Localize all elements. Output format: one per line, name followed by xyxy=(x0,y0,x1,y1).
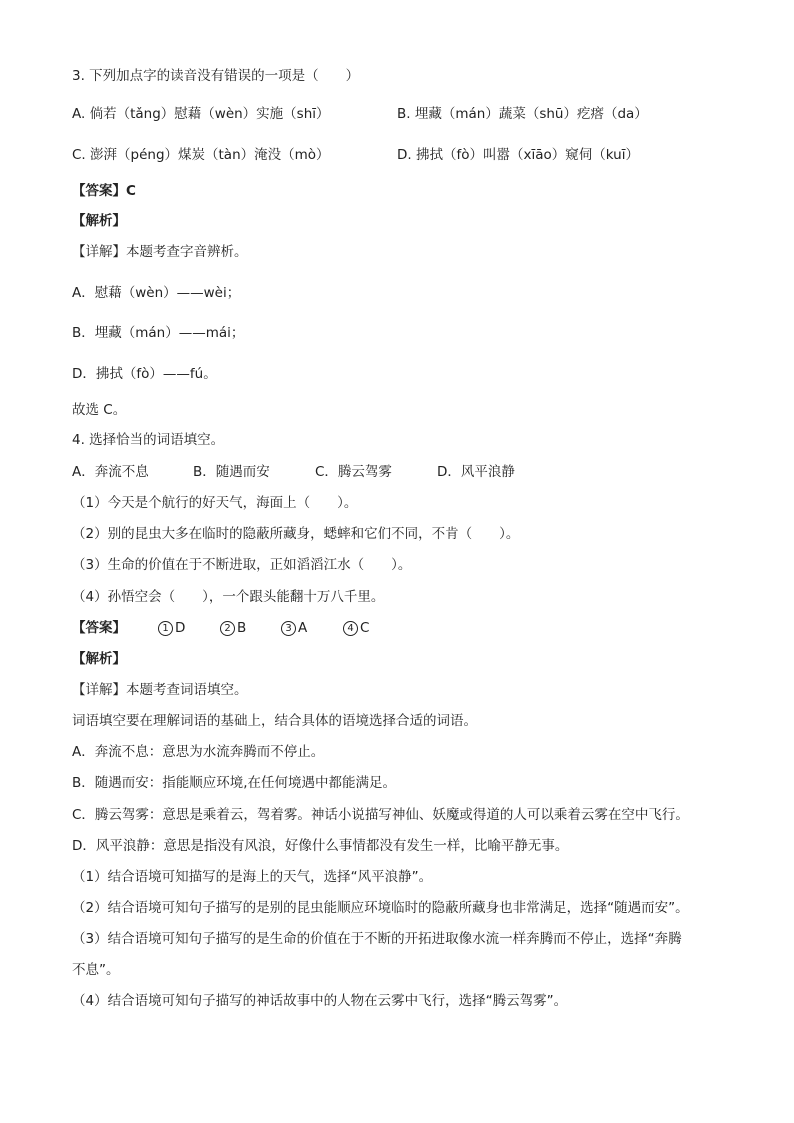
q4-stem: 4. 选择恰当的词语填空。 xyxy=(72,432,225,448)
q4-answer-4: 4 C xyxy=(343,618,369,638)
q4-sentence-4: （4）孙悟空会（ ），一个跟头能翻十万八千里。 xyxy=(72,589,385,605)
q4-reason-3-line2: 不息”。 xyxy=(72,962,120,978)
q4-intro: 词语填空要在理解词语的基础上，结合具体的语境选择合适的词语。 xyxy=(72,713,477,729)
q4-detail: 【详解】本题考查词语填空。 xyxy=(72,682,248,698)
q4-reason-1: （1）结合语境可知描写的是海上的天气，选择“风平浪静”。 xyxy=(72,869,433,885)
q4-analysis-tag: 【解析】 xyxy=(72,651,126,667)
q4-option-d: D．风平浪静 xyxy=(437,464,515,480)
q4-explain-b: B．随遇而安：指能顺应环境,在任何境遇中都能满足。 xyxy=(72,775,397,791)
q3-option-b: B. 埋藏（mán）蔬菜（shū）疙瘩（da） xyxy=(397,106,648,122)
q4-sentence-1: （1）今天是个航行的好天气，海面上（ ）。 xyxy=(72,495,358,511)
q3-option-c: C. 澎湃（péng）煤炭（tàn）淹没（mò） xyxy=(72,147,330,163)
q4-sentence-2: （2）别的昆虫大多在临时的隐蔽所藏身，蟋蟀和它们不同，不肯（ ）。 xyxy=(72,526,520,542)
q4-answer-2: 2 B xyxy=(220,618,246,638)
q4-option-a: A．奔流不息 xyxy=(72,464,149,480)
q3-analysis-a: A．慰藉（wèn）——wèi； xyxy=(72,285,241,301)
q3-conclusion: 故选 C。 xyxy=(72,402,127,418)
q4-explain-d: D．风平浪静：意思是指没有风浪，好像什么事情都没有发生一样，比喻平静无事。 xyxy=(72,838,569,854)
q4-option-b: B．随遇而安 xyxy=(193,464,270,480)
q3-answer: 【答案】C xyxy=(72,183,136,199)
q4-answer-tag: 【答案】 xyxy=(72,620,126,636)
q3-option-d: D. 拂拭（fò）叫嚣（xīāo）窥伺（kuī） xyxy=(397,147,639,163)
q3-detail: 【详解】本题考查字音辨析。 xyxy=(72,244,248,260)
q3-analysis-b: B．埋藏（mán）——mái； xyxy=(72,325,245,341)
q3-option-a: A. 倘若（tǎng）慰藉（wèn）实施（shī） xyxy=(72,106,330,122)
q4-reason-4: （4）结合语境可知句子描写的神话故事中的人物在云雾中飞行，选择“腾云驾雾”。 xyxy=(72,993,568,1009)
q3-analysis-tag: 【解析】 xyxy=(72,213,126,229)
q3-stem: 3. 下列加点字的读音没有错误的一项是（ ） xyxy=(72,68,360,84)
q4-reason-3-line1: （3）结合语境可知句子描写的是生命的价值在于不断的开拓进取像水流一样奔腾而不停止，选择“奔腾 xyxy=(72,931,682,947)
q4-reason-2: （2）结合语境可知句子描写的是别的昆虫能顺应环境临时的隐蔽所藏身也非常满足，选择“随遇而安”。 xyxy=(72,900,689,916)
q4-answer-1: 1 D xyxy=(158,618,185,638)
q4-option-c: C．腾云驾雾 xyxy=(315,464,392,480)
q4-sentence-3: （3）生命的价值在于不断进取，正如滔滔江水（ ）。 xyxy=(72,557,412,573)
q4-explain-c: C．腾云驾雾：意思是乘着云，驾着雾。神话小说描写神仙、妖魔或得道的人可以乘着云雾在空中飞行。 xyxy=(72,807,689,823)
q3-analysis-d: D．拂拭（fò）——fú。 xyxy=(72,366,217,382)
q4-answer-3: 3 A xyxy=(281,618,307,638)
q4-explain-a: A．奔流不息：意思为水流奔腾而不停止。 xyxy=(72,744,325,760)
